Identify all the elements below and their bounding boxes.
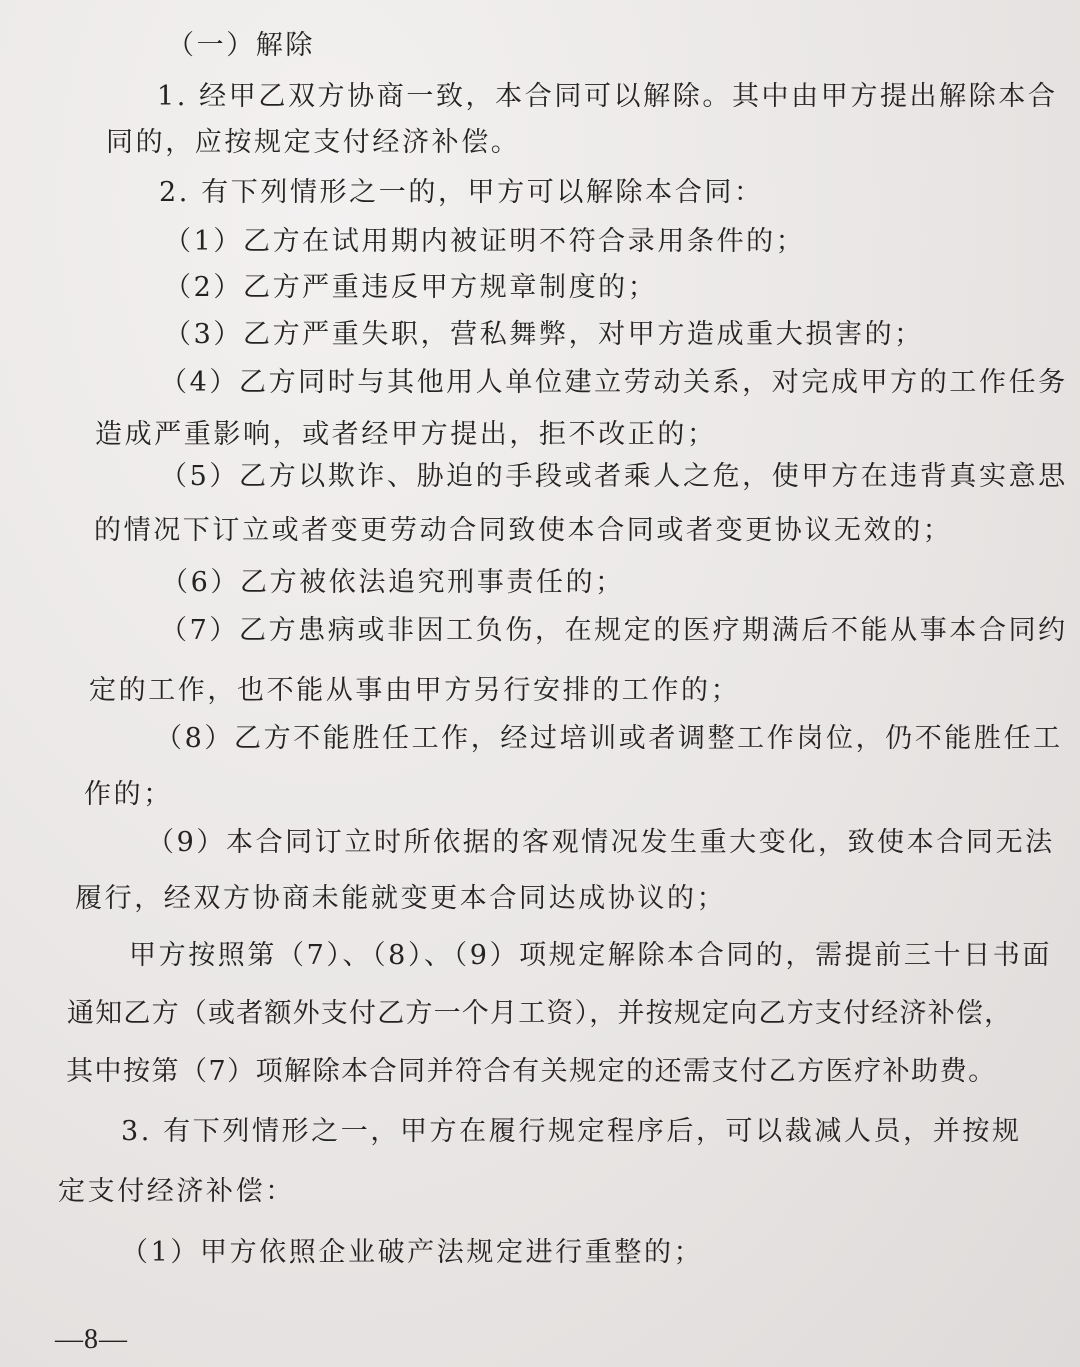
text-line: 造成严重影响，或者经甲方提出，拒不改正的； (95, 419, 717, 450)
text-line: （4）乙方同时与其他用人单位建立劳动关系，对完成甲方的工作任务 (160, 367, 1068, 398)
page-number: —8— (55, 1324, 128, 1355)
text-line: （2）乙方严重违反甲方规章制度的； (164, 272, 658, 303)
text-line: 作的； (84, 779, 173, 810)
text-line: 同的，应按规定支付经济补偿。 (106, 127, 521, 158)
text-line: 定的工作，也不能从事由甲方另行安排的工作的； (89, 675, 741, 706)
text-line: 其中按第（7）项解除本合同并符合有关规定的还需支付乙方医疗补助费。 (66, 1056, 997, 1087)
text-line: （9）本合同订立时所依据的客观情况发生重大变化，致使本合同无法 (147, 827, 1055, 858)
text-line: 3. 有下列情形之一，甲方在履行规定程序后，可以裁减人员，并按规 (121, 1116, 1022, 1147)
text-line: （6）乙方被依法追究刑事责任的； (161, 567, 625, 598)
text-line: 1. 经甲乙双方协商一致，本合同可以解除。其中由甲方提出解除本合 (157, 81, 1058, 112)
text-line: （1）乙方在试用期内被证明不符合录用条件的； (164, 226, 806, 257)
text-line: 履行，经双方协商未能就变更本合同达成协议的； (75, 883, 727, 914)
text-line: 2. 有下列情形之一的，甲方可以解除本合同： (159, 177, 764, 208)
text-line: （5）乙方以欺诈、胁迫的手段或者乘人之危，使甲方在违背真实意思 (160, 461, 1068, 492)
text-line: 的情况下订立或者变更劳动合同致使本合同或者变更协议无效的； (94, 515, 953, 546)
text-line: （8）乙方不能胜任工作，经过培训或者调整工作岗位，仍不能胜任工 (155, 723, 1063, 754)
section-heading: （一）解除 (167, 30, 315, 61)
text-line: （1）甲方依照企业破产法规定进行重整的； (121, 1237, 704, 1268)
text-line: 定支付经济补偿： (58, 1176, 295, 1207)
text-line: （7）乙方患病或非因工负伤，在规定的医疗期满后不能从事本合同约 (160, 615, 1068, 646)
text-line: 通知乙方（或者额外支付乙方一个月工资），并按规定向乙方支付经济补偿， (67, 998, 1013, 1029)
text-line: 甲方按照第（7）、（8）、（9）项规定解除本合同的，需提前三十日书面 (129, 940, 1052, 971)
text-line: （3）乙方严重失职，营私舞弊，对甲方造成重大损害的； (164, 319, 924, 350)
